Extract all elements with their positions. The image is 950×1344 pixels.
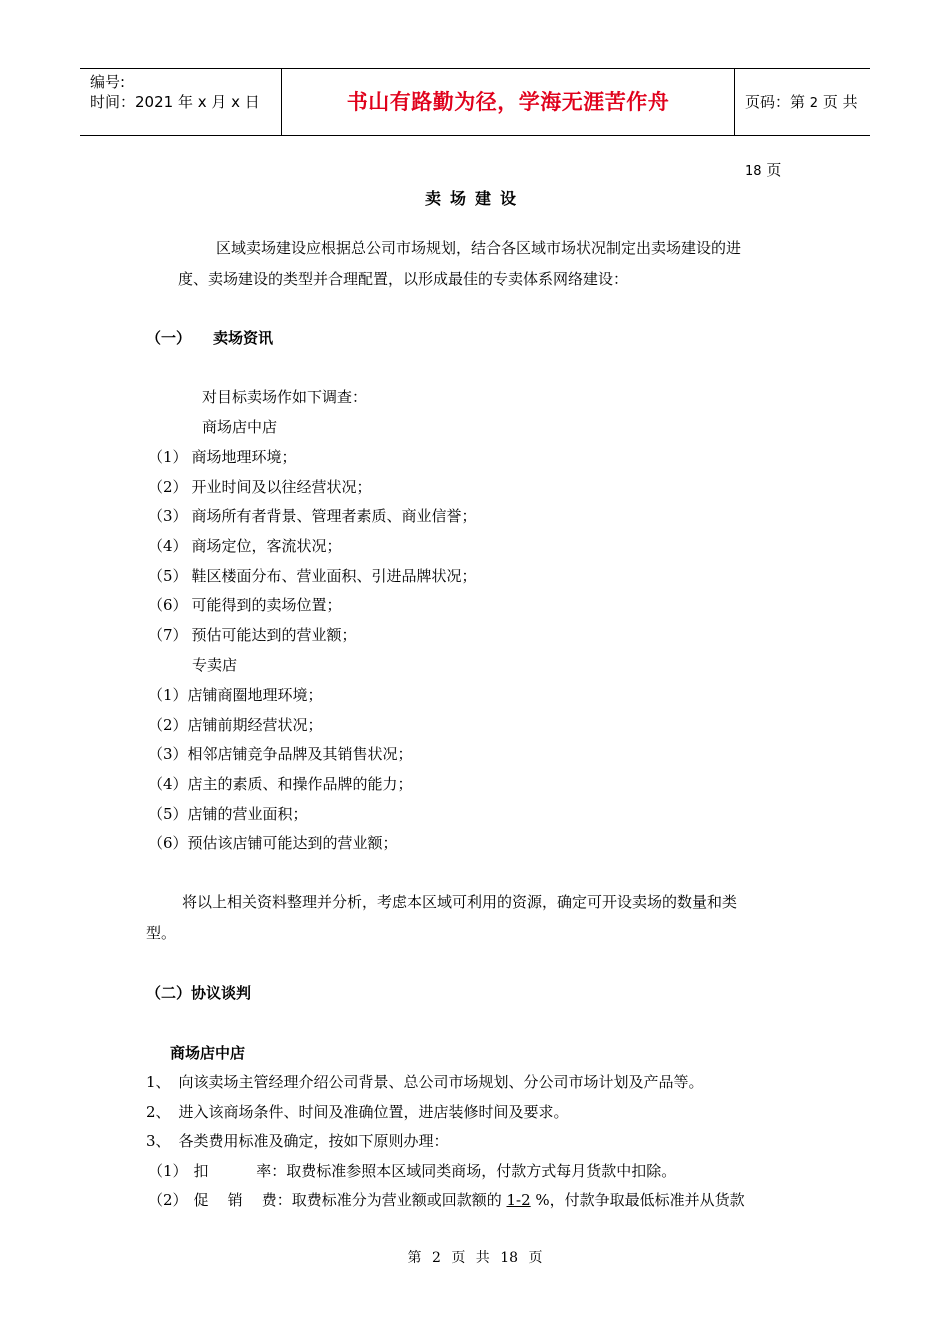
page-footer [0,1247,950,1267]
specialty-store-label: 专卖店 [192,656,238,674]
survey-intro: 对目标卖场作如下调查： [202,388,368,406]
list-item: （7） 预估可能达到的营业额； [148,626,357,644]
section1-heading-num: （一） [146,329,192,347]
summary-line-2: 型。 [146,924,177,942]
footer-page-current: 2 [431,1250,441,1266]
document-date: 时间：2021 年 x 月 x 日 [90,93,260,111]
header-page-info [735,69,870,179]
header-page-total: 18 [745,164,762,179]
section1-heading-text: 卖场资讯 [213,329,274,347]
intro-line-1: 区域卖场建设应根据总公司市场规划，结合各区域市场状况制定出卖场建设的进 [216,239,742,257]
list-item: （3） 商场所有者背景、管理者素质、商业信誉； [148,507,477,525]
list-item: （3）相邻店铺竞争品牌及其销售状况； [148,745,413,763]
header-page-prefix: 页码：第 [745,93,806,111]
step-item: 2、 进入该商场条件、时间及准确位置，进店装修时间及要求。 [146,1103,569,1121]
footer-suffix: 页 [528,1250,543,1266]
list-item: （5） 鞋区楼面分布、营业面积、引进品牌状况； [148,567,477,585]
list-item: （1） 商场地理环境； [148,448,297,466]
page-header [80,68,870,179]
header-page-current: 2 [809,96,819,111]
header-page-mid: 页 共 [822,93,858,111]
fee-range: 1-2 [506,1191,531,1209]
step-item: 1、 向该卖场主管经理介绍公司背景、总公司市场规划、分公司市场计划及产品等。 [146,1073,704,1091]
list-item: （2） 开业时间及以往经营状况； [148,478,372,496]
list-item: （6） 可能得到的卖场位置； [148,596,342,614]
header-motto: 书山有路勤为径，学海无涯苦作舟 [282,69,735,135]
step-item: 3、 各类费用标准及确定，按如下原则办理： [146,1132,449,1150]
list-item: （1）店铺商圈地理环境； [148,686,323,704]
header-meta [80,69,282,135]
list-item: （4）店主的素质、和操作品牌的能力； [148,775,413,793]
document-number-label: 编号: [90,73,126,91]
list-item: （5）店铺的营业面积； [148,805,308,823]
footer-prefix: 第 [407,1250,422,1266]
page-title: 卖场建设 [424,189,525,208]
header-page-suffix: 页 [766,161,782,179]
fee-item-promotion: （2） 促 销 费：取费标准分为营业额或回款额的 1-2 %，付款争取最低标准并从货款 [148,1191,745,1209]
list-item: （4） 商场定位，客流状况； [148,537,342,555]
fee-item-deduction: （1） 扣 率：取费标准参照本区域同类商场，付款方式每月货款中扣除。 [148,1162,677,1180]
section2-subheading: 商场店中店 [170,1044,246,1062]
mall-store-label: 商场店中店 [202,418,278,436]
intro-line-2: 度、卖场建设的类型并合理配置，以形成最佳的专卖体系网络建设： [178,270,629,288]
list-item: （2）店铺前期经营状况； [148,716,323,734]
section1-heading [146,327,273,348]
footer-page-total: 18 [500,1250,519,1266]
list-item: （6）预估该店铺可能达到的营业额； [148,834,398,852]
footer-mid: 页 共 [451,1250,490,1266]
section2-heading: （二）协议谈判 [146,984,252,1002]
summary-line-1: 将以上相关资料整理并分析，考虑本区域可利用的资源，确定可开设卖场的数量和类 [182,893,738,911]
